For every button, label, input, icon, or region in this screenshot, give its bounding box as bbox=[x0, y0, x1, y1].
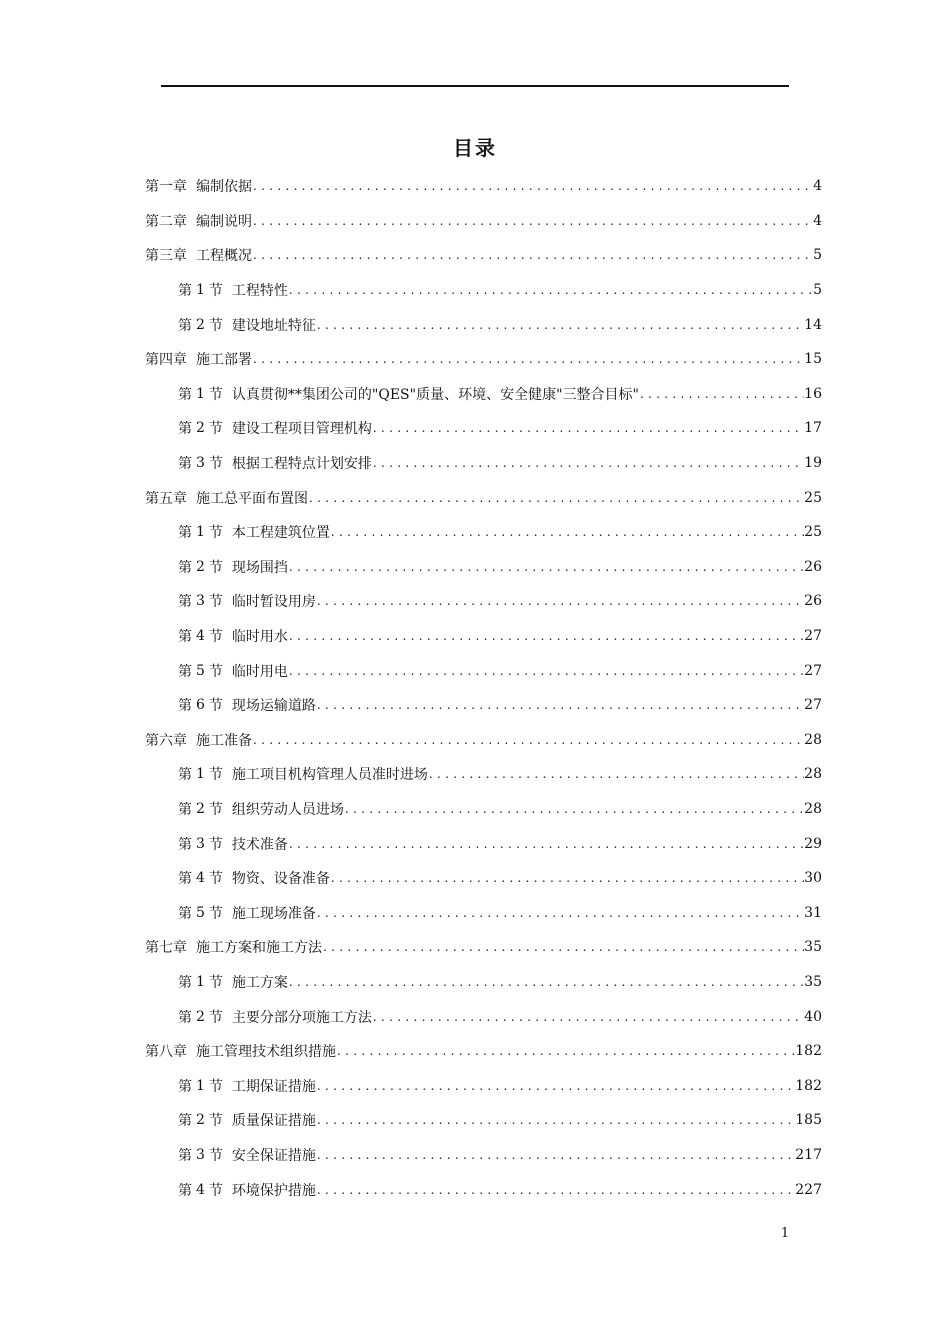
toc-entry-label: 第七章 bbox=[145, 940, 187, 957]
toc-entry-page: 30 bbox=[804, 870, 822, 887]
toc-entry-label: 第 bbox=[178, 1147, 192, 1164]
toc-entry-page: 185 bbox=[795, 1112, 822, 1129]
toc-entry-label-suffix: 节 bbox=[208, 456, 223, 473]
toc-entry-number: 4 bbox=[196, 870, 205, 887]
toc-entry-number: 2 bbox=[196, 1112, 205, 1129]
toc-section-entry[interactable] bbox=[145, 1068, 822, 1103]
toc-entry-page: 182 bbox=[795, 1077, 822, 1094]
toc-entry-page: 40 bbox=[804, 1008, 822, 1025]
toc-section-entry[interactable] bbox=[145, 792, 822, 827]
toc-entry-page: 227 bbox=[795, 1181, 822, 1198]
toc-entry-page: 27 bbox=[804, 697, 822, 714]
toc-dot-leader bbox=[252, 248, 813, 262]
toc-chapter-entry[interactable] bbox=[145, 169, 822, 204]
toc-entry-page: 14 bbox=[804, 316, 822, 333]
toc-entry-number: 1 bbox=[196, 766, 205, 783]
toc-section-entry[interactable] bbox=[145, 895, 822, 930]
toc-dot-leader bbox=[288, 629, 804, 643]
toc-entry-page: 28 bbox=[804, 800, 822, 817]
toc-entry-label: 第 bbox=[178, 698, 192, 715]
toc-entry-page: 217 bbox=[795, 1146, 822, 1163]
toc-entry-number: 4 bbox=[196, 1181, 205, 1198]
toc-entry-label-suffix: 节 bbox=[208, 698, 223, 715]
toc-entry-label: 第 bbox=[178, 386, 192, 403]
toc-entry-title: 临时用电 bbox=[231, 663, 288, 680]
toc-entry-number: 2 bbox=[196, 800, 205, 817]
toc-section-entry[interactable] bbox=[145, 584, 822, 619]
toc-entry-title: 现场运输道路 bbox=[231, 698, 316, 715]
toc-entry-title: 编制说明 bbox=[196, 213, 252, 230]
toc-dot-leader bbox=[252, 179, 813, 193]
toc-entry-page: 4 bbox=[813, 178, 822, 195]
toc-dot-leader bbox=[428, 767, 804, 781]
toc-section-entry[interactable] bbox=[145, 411, 822, 446]
toc-entry-label-suffix: 节 bbox=[208, 1113, 223, 1130]
toc-entry-label: 第 bbox=[178, 1078, 192, 1095]
toc-entry-page: 29 bbox=[804, 835, 822, 852]
toc-entry-label: 第一章 bbox=[145, 179, 187, 196]
toc-entry-label-suffix: 节 bbox=[208, 801, 223, 818]
toc-entry-title: 组织劳动人员进场 bbox=[231, 801, 344, 818]
toc-entry-page: 15 bbox=[804, 351, 822, 368]
toc-entry-title: 施工部署 bbox=[196, 352, 252, 369]
toc-entry-title: 工程特性 bbox=[231, 283, 288, 300]
toc-dot-leader bbox=[372, 1010, 804, 1024]
toc-entry-title: 环境保护措施 bbox=[231, 1182, 316, 1199]
toc-chapter-entry[interactable] bbox=[145, 1034, 822, 1069]
toc-entry-number: 6 bbox=[196, 697, 205, 714]
toc-entry-label-suffix: 节 bbox=[208, 317, 223, 334]
toc-section-entry[interactable] bbox=[145, 619, 822, 654]
toc-entry-title: 工期保证措施 bbox=[231, 1078, 316, 1095]
toc-section-entry[interactable] bbox=[145, 826, 822, 861]
toc-section-entry[interactable] bbox=[145, 653, 822, 688]
toc-entry-number: 1 bbox=[196, 973, 205, 990]
toc-entry-label-suffix: 节 bbox=[208, 974, 223, 991]
toc-entry-label-suffix: 节 bbox=[208, 629, 223, 646]
toc-dot-leader bbox=[288, 560, 804, 574]
page-number: 1 bbox=[780, 1226, 790, 1241]
toc-dot-leader bbox=[336, 1044, 795, 1058]
toc-entry-title: 建设地址特征 bbox=[231, 317, 316, 334]
toc-entry-label: 第 bbox=[178, 421, 192, 438]
toc-entry-title: 临时用水 bbox=[231, 629, 288, 646]
toc-entry-label: 第 bbox=[178, 317, 192, 334]
toc-entry-label: 第 bbox=[178, 801, 192, 818]
toc-dot-leader bbox=[372, 456, 804, 470]
toc-entry-label: 第 bbox=[178, 663, 192, 680]
toc-entry-number: 5 bbox=[196, 904, 205, 921]
toc-dot-leader bbox=[288, 837, 804, 851]
toc-entry-title: 根据工程特点计划安排 bbox=[231, 456, 372, 473]
toc-entry-label: 第八章 bbox=[145, 1044, 187, 1061]
toc-entry-number: 1 bbox=[196, 1077, 205, 1094]
toc-entry-title: 施工准备 bbox=[196, 732, 252, 749]
toc-entry-page: 26 bbox=[804, 558, 822, 575]
toc-entry-label: 第 bbox=[178, 905, 192, 922]
toc-entry-label: 第三章 bbox=[145, 248, 187, 265]
toc-entry-number: 3 bbox=[196, 835, 205, 852]
toc-dot-leader bbox=[330, 871, 804, 885]
toc-entry-label: 第二章 bbox=[145, 213, 187, 230]
toc-entry-title: 编制依据 bbox=[196, 179, 252, 196]
toc-entry-label-suffix: 节 bbox=[208, 559, 223, 576]
toc-dot-leader bbox=[308, 491, 804, 505]
toc-entry-page: 17 bbox=[804, 420, 822, 437]
toc-entry-number: 4 bbox=[196, 628, 205, 645]
toc-entry-label: 第 bbox=[178, 871, 192, 888]
toc-section-entry[interactable] bbox=[145, 273, 822, 308]
toc-entry-title: 临时暂设用房 bbox=[231, 594, 316, 611]
toc-section-entry[interactable] bbox=[145, 861, 822, 896]
toc-entry-page: 31 bbox=[804, 904, 822, 921]
toc-dot-leader bbox=[288, 664, 804, 678]
toc-chapter-entry[interactable] bbox=[145, 480, 822, 515]
toc-dot-leader bbox=[252, 733, 804, 747]
toc-entry-number: 1 bbox=[196, 385, 205, 402]
toc-entry-title: 技术准备 bbox=[231, 836, 288, 853]
toc-entry-page: 26 bbox=[804, 593, 822, 610]
toc-entry-label: 第 bbox=[178, 974, 192, 991]
toc-entry-label: 第 bbox=[178, 594, 192, 611]
toc-dot-leader bbox=[316, 1079, 795, 1093]
toc-section-entry[interactable] bbox=[145, 757, 822, 792]
toc-entry-number: 5 bbox=[196, 662, 205, 679]
toc-entry-title: 本工程建筑位置 bbox=[231, 525, 330, 542]
toc-entry-page: 27 bbox=[804, 628, 822, 645]
toc-entry-label: 第 bbox=[178, 456, 192, 473]
table-of-contents bbox=[145, 169, 822, 1207]
header-rule bbox=[161, 85, 789, 87]
toc-entry-page: 27 bbox=[804, 662, 822, 679]
toc-section-entry[interactable] bbox=[145, 446, 822, 481]
toc-dot-leader bbox=[252, 352, 804, 366]
toc-section-entry[interactable] bbox=[145, 515, 822, 550]
toc-entry-page: 5 bbox=[813, 247, 822, 264]
toc-entry-label-suffix: 节 bbox=[208, 1009, 223, 1026]
toc-entry-label-suffix: 节 bbox=[208, 386, 223, 403]
toc-entry-title: 施工总平面布置图 bbox=[196, 490, 308, 507]
toc-entry-title: 施工管理技术组织措施 bbox=[196, 1044, 336, 1061]
toc-entry-page: 5 bbox=[813, 282, 822, 299]
toc-entry-label-suffix: 节 bbox=[208, 871, 223, 888]
toc-dot-leader bbox=[288, 975, 804, 989]
toc-dot-leader bbox=[316, 1183, 795, 1197]
toc-entry-label-suffix: 节 bbox=[208, 1182, 223, 1199]
toc-entry-page: 35 bbox=[804, 939, 822, 956]
toc-entry-label: 第 bbox=[178, 836, 192, 853]
toc-entry-page: 19 bbox=[804, 455, 822, 472]
toc-section-entry[interactable] bbox=[145, 1172, 822, 1207]
toc-entry-number: 2 bbox=[196, 1008, 205, 1025]
toc-entry-page: 4 bbox=[813, 212, 822, 229]
toc-entry-label: 第 bbox=[178, 1113, 192, 1130]
toc-entry-page: 25 bbox=[804, 489, 822, 506]
toc-entry-label-suffix: 节 bbox=[208, 283, 223, 300]
toc-dot-leader bbox=[316, 318, 804, 332]
toc-entry-number: 3 bbox=[196, 593, 205, 610]
toc-dot-leader bbox=[288, 283, 813, 297]
toc-dot-leader bbox=[344, 802, 804, 816]
toc-dot-leader bbox=[316, 698, 804, 712]
toc-entry-title: 施工方案 bbox=[231, 974, 288, 991]
toc-entry-number: 3 bbox=[196, 455, 205, 472]
toc-entry-title: 物资、设备准备 bbox=[231, 871, 330, 888]
toc-entry-number: 2 bbox=[196, 316, 205, 333]
toc-entry-label: 第 bbox=[178, 629, 192, 646]
toc-dot-leader bbox=[322, 940, 804, 954]
toc-entry-page: 28 bbox=[804, 731, 822, 748]
toc-entry-label: 第 bbox=[178, 1009, 192, 1026]
toc-entry-number: 2 bbox=[196, 558, 205, 575]
toc-entry-label-suffix: 节 bbox=[208, 525, 223, 542]
toc-chapter-entry[interactable] bbox=[145, 930, 822, 965]
toc-section-entry[interactable] bbox=[145, 1103, 822, 1138]
toc-entry-title: 质量保证措施 bbox=[231, 1113, 316, 1130]
toc-entry-label-suffix: 节 bbox=[208, 905, 223, 922]
toc-entry-label-suffix: 节 bbox=[208, 836, 223, 853]
toc-chapter-entry[interactable] bbox=[145, 342, 822, 377]
toc-entry-page: 182 bbox=[795, 1043, 822, 1060]
toc-chapter-entry[interactable] bbox=[145, 204, 822, 239]
toc-dot-leader bbox=[252, 214, 813, 228]
toc-entry-page: 16 bbox=[804, 385, 822, 402]
toc-entry-label: 第五章 bbox=[145, 490, 187, 507]
toc-section-entry[interactable] bbox=[145, 377, 822, 412]
toc-entry-title: 施工方案和施工方法 bbox=[196, 940, 322, 957]
toc-entry-title: 施工现场准备 bbox=[231, 905, 316, 922]
toc-entry-number: 2 bbox=[196, 420, 205, 437]
toc-entry-title: 安全保证措施 bbox=[231, 1147, 316, 1164]
toc-entry-title: 现场围挡 bbox=[231, 559, 288, 576]
toc-section-entry[interactable] bbox=[145, 688, 822, 723]
toc-entry-label-suffix: 节 bbox=[208, 663, 223, 680]
toc-entry-label-suffix: 节 bbox=[208, 421, 223, 438]
toc-dot-leader bbox=[330, 525, 804, 539]
toc-entry-label: 第 bbox=[178, 283, 192, 300]
toc-entry-page: 25 bbox=[804, 524, 822, 541]
toc-entry-label: 第六章 bbox=[145, 732, 187, 749]
toc-dot-leader bbox=[316, 594, 804, 608]
toc-section-entry[interactable] bbox=[145, 1138, 822, 1173]
page-title: 目录 bbox=[453, 136, 497, 160]
toc-entry-page: 28 bbox=[804, 766, 822, 783]
toc-entry-title: 工程概况 bbox=[196, 248, 252, 265]
toc-chapter-entry[interactable] bbox=[145, 238, 822, 273]
toc-section-entry[interactable] bbox=[145, 999, 822, 1034]
toc-dot-leader bbox=[372, 421, 804, 435]
toc-entry-label-suffix: 节 bbox=[208, 594, 223, 611]
toc-section-entry[interactable] bbox=[145, 550, 822, 585]
toc-entry-title: 主要分部分项施工方法 bbox=[231, 1009, 372, 1026]
toc-entry-label: 第 bbox=[178, 559, 192, 576]
toc-dot-leader bbox=[639, 387, 804, 401]
toc-dot-leader bbox=[316, 1148, 795, 1162]
toc-entry-number: 1 bbox=[196, 524, 205, 541]
toc-dot-leader bbox=[316, 1113, 795, 1127]
toc-entry-label: 第 bbox=[178, 525, 192, 542]
toc-entry-title: 建设工程项目管理机构 bbox=[231, 421, 372, 438]
toc-section-entry[interactable] bbox=[145, 307, 822, 342]
toc-entry-label: 第 bbox=[178, 767, 192, 784]
toc-entry-label-suffix: 节 bbox=[208, 1147, 223, 1164]
toc-entry-label: 第四章 bbox=[145, 352, 187, 369]
toc-entry-page: 35 bbox=[804, 973, 822, 990]
toc-entry-title: 认真贯彻**集团公司的"QES"质量、环境、安全健康"三整合目标" bbox=[231, 386, 639, 403]
toc-entry-number: 1 bbox=[196, 282, 205, 299]
toc-entry-label-suffix: 节 bbox=[208, 767, 223, 784]
toc-chapter-entry[interactable] bbox=[145, 723, 822, 758]
toc-entry-label: 第 bbox=[178, 1182, 192, 1199]
toc-entry-label-suffix: 节 bbox=[208, 1078, 223, 1095]
toc-entry-title: 施工项目机构管理人员准时进场 bbox=[231, 767, 428, 784]
toc-section-entry[interactable] bbox=[145, 965, 822, 1000]
toc-entry-number: 3 bbox=[196, 1146, 205, 1163]
toc-dot-leader bbox=[316, 906, 804, 920]
